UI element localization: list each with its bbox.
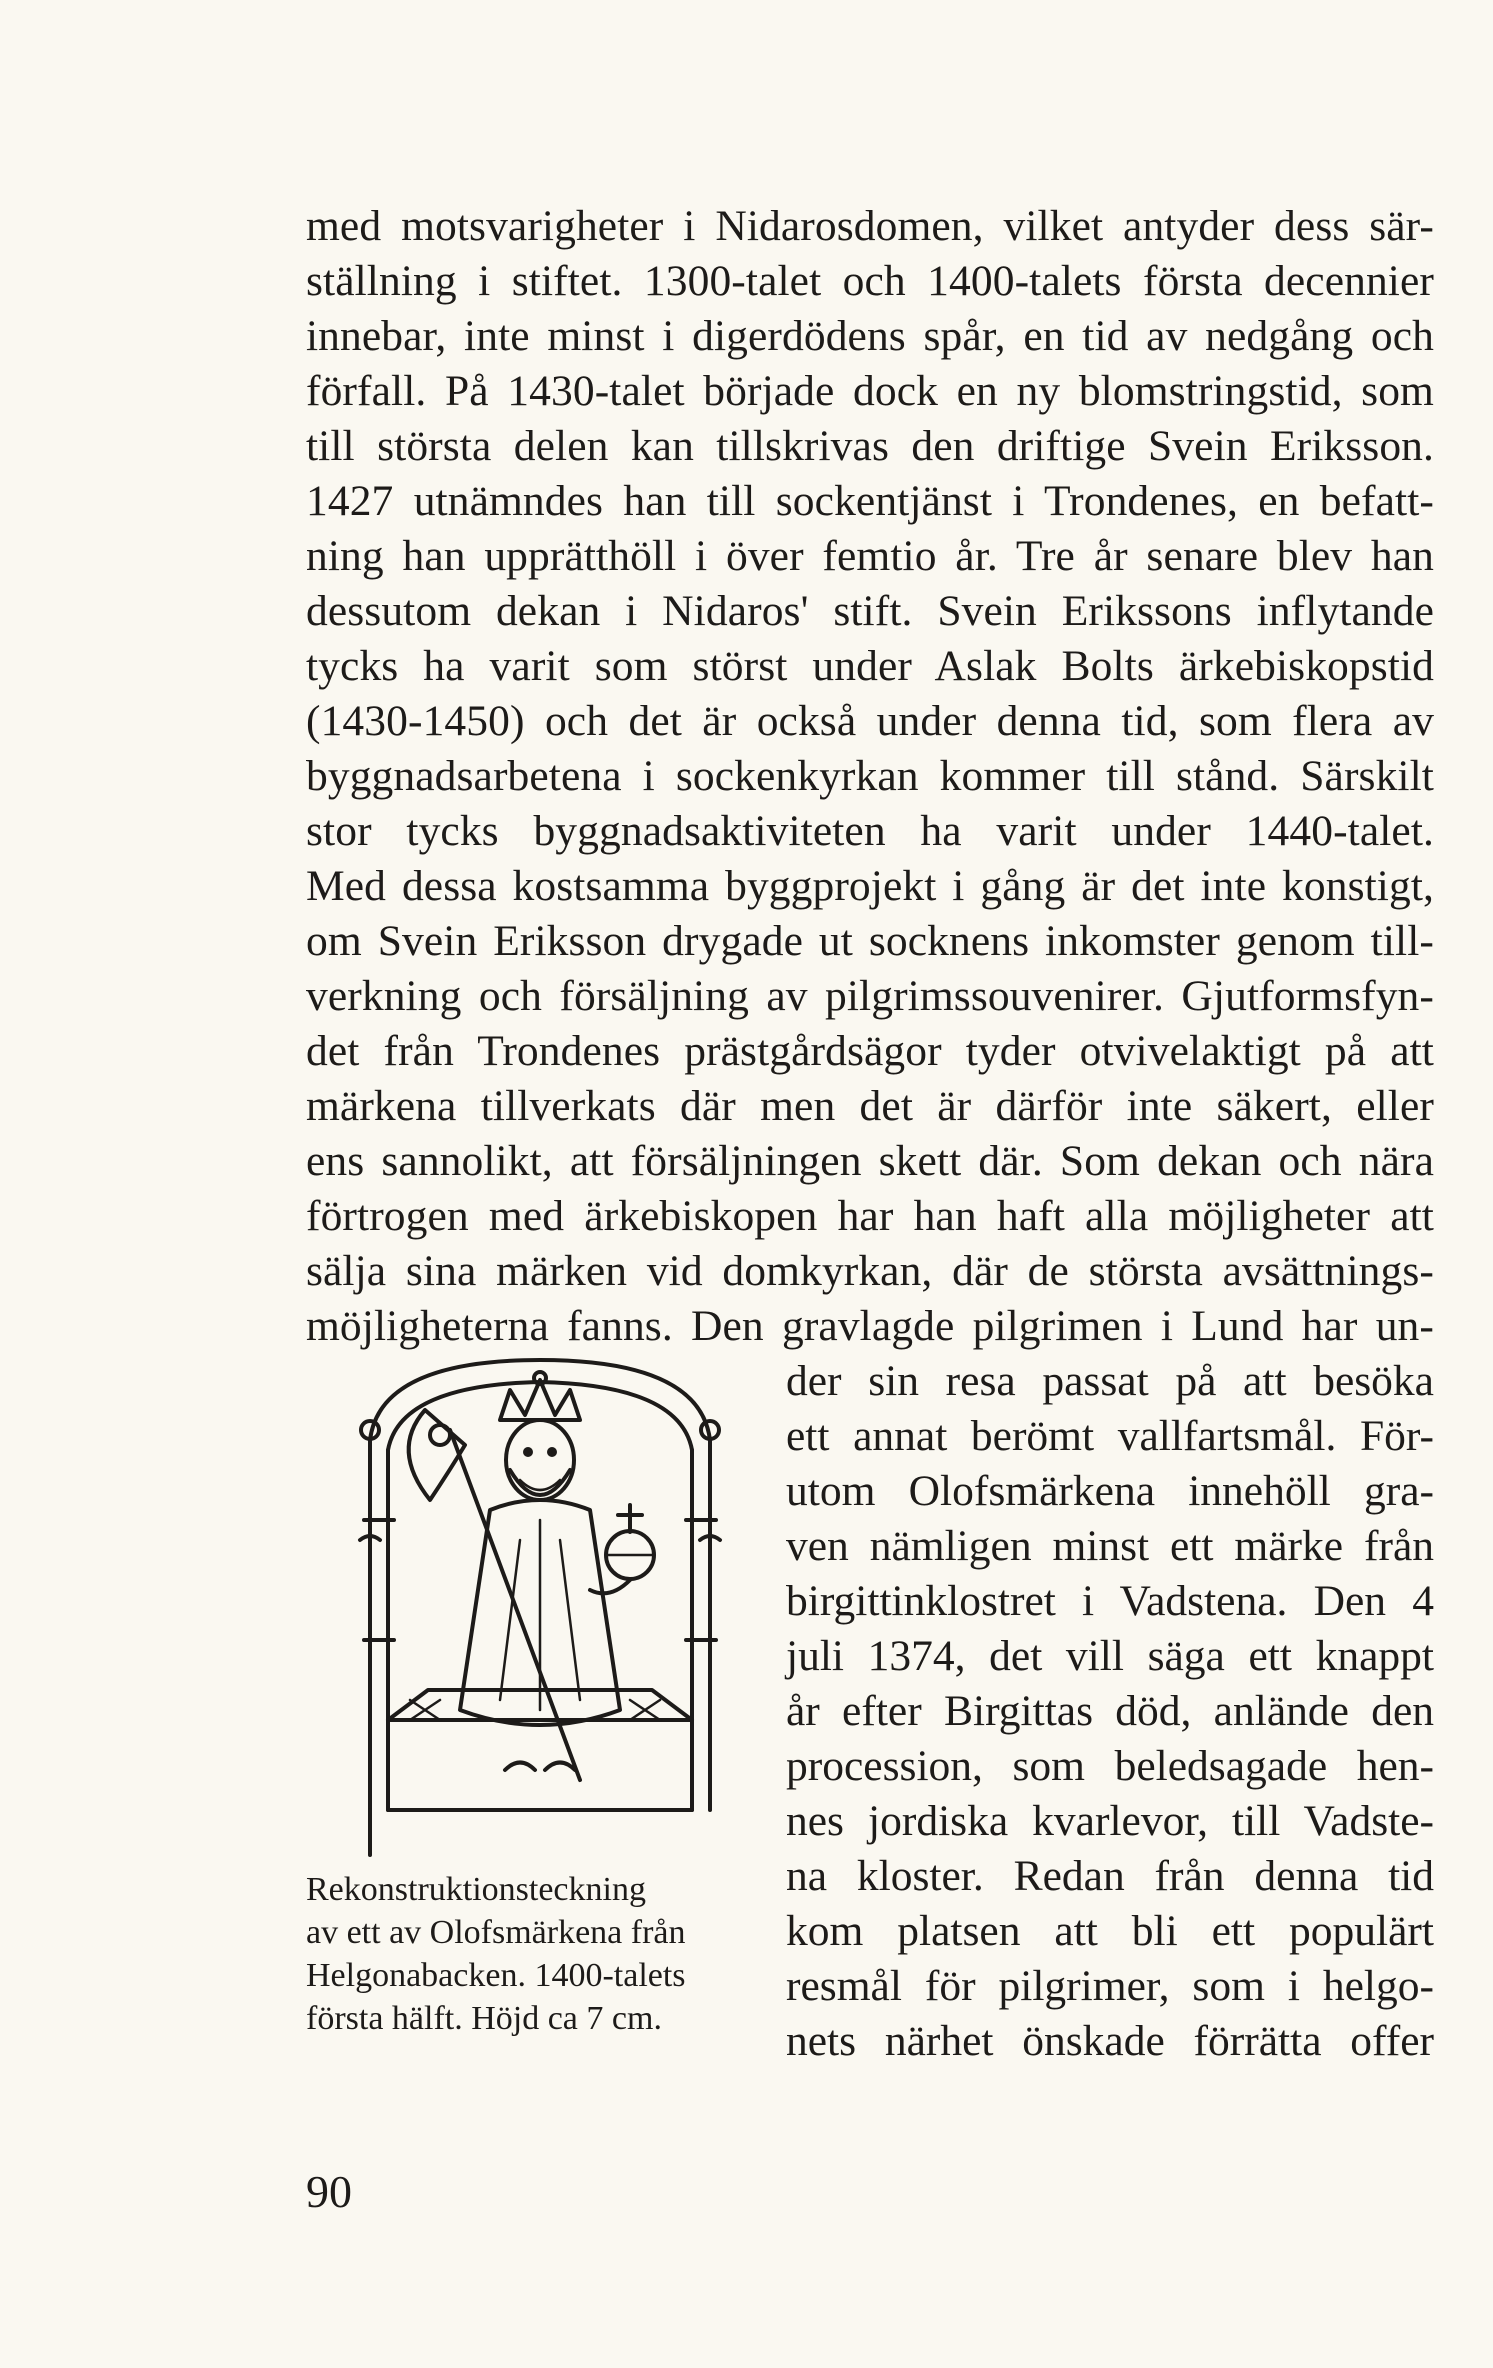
side-line: juli 1374, det vill säga ett knappt <box>786 1632 1434 1680</box>
body-line: stor tycks byggnadsaktiviteten ha varit under 1440-talet. <box>306 807 1434 855</box>
side-line: ett annat berömt vallfartsmål. För- <box>786 1412 1434 1460</box>
side-line: procession, som beledsagade hen- <box>786 1742 1434 1790</box>
body-line: (1430-1450) och det är också under denna tid, som flera av <box>306 697 1434 745</box>
side-line: nets närhet önskade förrätta offer <box>786 2017 1434 2065</box>
figure-caption <box>306 1868 736 2040</box>
body-line: ställning i stiftet. 1300-talet och 1400-talets första decennier <box>306 257 1434 305</box>
body-line: märkena tillverkats där men det är därför inte säkert, eller <box>306 1082 1434 1130</box>
side-line: ven nämligen minst ett märke från <box>786 1522 1434 1570</box>
caption-line: Helgonabacken. 1400-talets <box>306 1957 686 1994</box>
body-line: innebar, inte minst i digerdödens spår, en tid av nedgång och <box>306 312 1434 360</box>
body-line: ning han upprätthöll i över femtio år. Tre år senare blev han <box>306 532 1434 580</box>
page-number: 90 <box>306 2166 352 2217</box>
body-line: ens sannolikt, att försäljningen skett där. Som dekan och nära <box>306 1137 1434 1185</box>
side-line: na kloster. Redan från denna tid <box>786 1852 1434 1900</box>
side-line: der sin resa passat på att besöka <box>786 1357 1434 1405</box>
body-line: dessutom dekan i Nidaros' stift. Svein Erikssons inflytande <box>306 587 1434 635</box>
body-line: byggnadsarbetena i sockenkyrkan kommer till stånd. Särskilt <box>306 752 1434 800</box>
body-line: sälja sina märken vid domkyrkan, där de största avsättnings- <box>306 1247 1434 1295</box>
side-line: kom platsen att bli ett populärt <box>786 1907 1434 1955</box>
side-line: birgittinklostret i Vadstena. Den 4 <box>786 1577 1434 1625</box>
caption-line: Rekonstruktionsteckning <box>306 1871 646 1908</box>
body-line: förtrogen med ärkebiskopen har han haft alla möjligheter att <box>306 1192 1434 1240</box>
side-line: utom Olofsmärkena innehöll gra- <box>786 1467 1434 1515</box>
caption-line: av ett av Olofsmärkena från <box>306 1914 686 1951</box>
st-olaf-badge-drawing-icon <box>330 1340 750 1860</box>
body-line: det från Trondenes prästgårdsägor tyder otvivelaktigt på att <box>306 1027 1434 1075</box>
side-line: år efter Birgittas död, anlände den <box>786 1687 1434 1735</box>
body-line: med motsvarigheter i Nidarosdomen, vilket antyder dess sär- <box>306 202 1434 250</box>
body-line: förfall. På 1430-talet började dock en ny blomstringstid, som <box>306 367 1434 415</box>
body-line: verkning och försäljning av pilgrimssouvenirer. Gjutformsfyn- <box>306 972 1434 1020</box>
body-line: 1427 utnämndes han till sockentjänst i Trondenes, en befatt- <box>306 477 1434 525</box>
side-line: nes jordiska kvarlevor, till Vadste- <box>786 1797 1434 1845</box>
caption-line: första hälft. Höjd ca 7 cm. <box>306 2000 662 2037</box>
side-line: resmål för pilgrimer, som i helgo- <box>786 1962 1434 2010</box>
body-line: tycks ha varit som störst under Aslak Bolts ärkebiskopstid <box>306 642 1434 690</box>
body-line: möjligheterna fanns. Den gravlagde pilgrimen i Lund har un- <box>306 1302 1434 1350</box>
body-line: om Svein Eriksson drygade ut socknens inkomster genom till- <box>306 917 1434 965</box>
body-line: till största delen kan tillskrivas den driftige Svein Eriksson. <box>306 422 1434 470</box>
body-line: Med dessa kostsamma byggprojekt i gång är det inte konstigt, <box>306 862 1434 910</box>
